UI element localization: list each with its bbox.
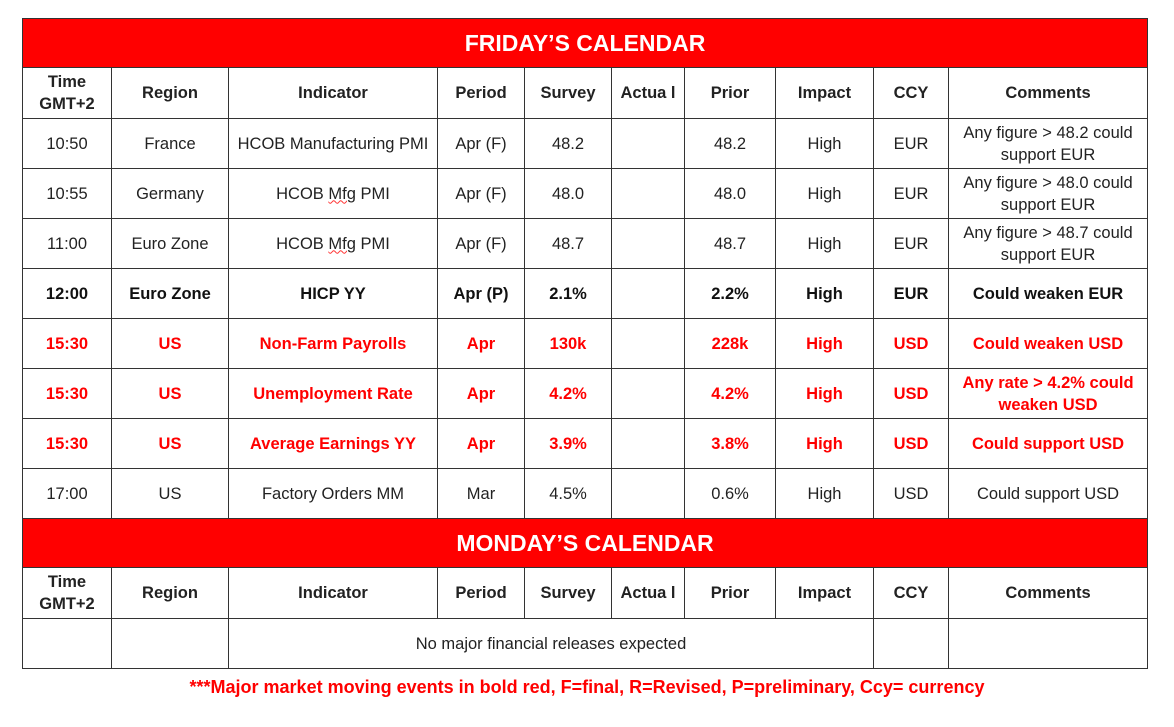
cell-impact: High bbox=[776, 419, 874, 469]
header-period: Period bbox=[438, 568, 525, 619]
cell-indicator: HICP YY bbox=[229, 269, 438, 319]
cell-indicator: HCOB Mfg PMI bbox=[229, 219, 438, 269]
table-row bbox=[23, 119, 1148, 169]
header-impact: Impact bbox=[776, 568, 874, 619]
cell-indicator: HCOB Manufacturing PMI bbox=[229, 119, 438, 169]
table-row bbox=[23, 219, 1148, 269]
cell-ccy: USD bbox=[874, 419, 949, 469]
cell-period: Apr (F) bbox=[438, 119, 525, 169]
cell-survey: 48.2 bbox=[525, 119, 612, 169]
header-time: Time GMT+2 bbox=[23, 568, 112, 619]
cell-prior: 48.0 bbox=[685, 169, 776, 219]
cell-actual bbox=[612, 319, 685, 369]
header-actual: Actua l bbox=[612, 568, 685, 619]
spellcheck-word: Mfg bbox=[328, 184, 356, 203]
cell-ccy: USD bbox=[874, 469, 949, 519]
friday-calendar-title: FRIDAY’S CALENDAR bbox=[23, 19, 1148, 68]
spellcheck-word: Mfg bbox=[328, 234, 356, 253]
friday-header-row bbox=[23, 68, 1148, 119]
cell-prior: 3.8% bbox=[685, 419, 776, 469]
monday-header-row bbox=[23, 568, 1148, 619]
cell-indicator: Average Earnings YY bbox=[229, 419, 438, 469]
cell-time: 17:00 bbox=[23, 469, 112, 519]
cell-ccy: EUR bbox=[874, 169, 949, 219]
header-region: Region bbox=[112, 568, 229, 619]
header-prior: Prior bbox=[685, 568, 776, 619]
cell-survey: 4.2% bbox=[525, 369, 612, 419]
cell-period: Apr bbox=[438, 419, 525, 469]
cell-indicator: HCOB Mfg PMI bbox=[229, 169, 438, 219]
cell-comments: Could support USD bbox=[949, 469, 1148, 519]
cell-region: US bbox=[112, 469, 229, 519]
cell-prior: 4.2% bbox=[685, 369, 776, 419]
no-releases-message: No major financial releases expected bbox=[229, 619, 874, 669]
table-row bbox=[23, 169, 1148, 219]
cell-impact: High bbox=[776, 169, 874, 219]
cell-period: Apr bbox=[438, 369, 525, 419]
cell-region: France bbox=[112, 119, 229, 169]
cell-time: 15:30 bbox=[23, 319, 112, 369]
cell-prior: 0.6% bbox=[685, 469, 776, 519]
cell-survey: 48.0 bbox=[525, 169, 612, 219]
cell-time: 11:00 bbox=[23, 219, 112, 269]
header-comments: Comments bbox=[949, 68, 1148, 119]
cell-prior: 2.2% bbox=[685, 269, 776, 319]
cell-region: Euro Zone bbox=[112, 219, 229, 269]
cell-comments: Any figure > 48.2 could support EUR bbox=[949, 119, 1148, 169]
cell-comments: Any figure > 48.0 could support EUR bbox=[949, 169, 1148, 219]
cell-indicator: Unemployment Rate bbox=[229, 369, 438, 419]
cell-actual bbox=[612, 419, 685, 469]
cell-ccy bbox=[874, 619, 949, 669]
cell-impact: High bbox=[776, 469, 874, 519]
table-row bbox=[23, 269, 1148, 319]
header-ccy: CCY bbox=[874, 68, 949, 119]
cell-period: Apr (F) bbox=[438, 219, 525, 269]
cell-actual bbox=[612, 119, 685, 169]
header-period: Period bbox=[438, 68, 525, 119]
cell-survey: 4.5% bbox=[525, 469, 612, 519]
cell-impact: High bbox=[776, 119, 874, 169]
cell-ccy: USD bbox=[874, 369, 949, 419]
cell-ccy: EUR bbox=[874, 119, 949, 169]
header-ccy: CCY bbox=[874, 568, 949, 619]
cell-indicator: Factory Orders MM bbox=[229, 469, 438, 519]
cell-ccy: EUR bbox=[874, 269, 949, 319]
header-comments: Comments bbox=[949, 568, 1148, 619]
cell-time: 15:30 bbox=[23, 419, 112, 469]
cell-time: 15:30 bbox=[23, 369, 112, 419]
cell-period: Apr (F) bbox=[438, 169, 525, 219]
cell-survey: 3.9% bbox=[525, 419, 612, 469]
cell-ccy: USD bbox=[874, 319, 949, 369]
cell-time: 10:50 bbox=[23, 119, 112, 169]
cell-region: Euro Zone bbox=[112, 269, 229, 319]
cell-comments: Any figure > 48.7 could support EUR bbox=[949, 219, 1148, 269]
cell-time bbox=[23, 619, 112, 669]
cell-survey: 2.1% bbox=[525, 269, 612, 319]
footnote: ***Major market moving events in bold red, F=final, R=Revised, P=preliminary, Ccy= currency bbox=[189, 677, 985, 697]
table-row bbox=[23, 419, 1148, 469]
cell-actual bbox=[612, 219, 685, 269]
cell-time: 12:00 bbox=[23, 269, 112, 319]
cell-region: US bbox=[112, 319, 229, 369]
header-time: Time GMT+2 bbox=[23, 68, 112, 119]
cell-region bbox=[112, 619, 229, 669]
cell-prior: 228k bbox=[685, 319, 776, 369]
monday-calendar-title: MONDAY’S CALENDAR bbox=[23, 519, 1148, 568]
cell-impact: High bbox=[776, 369, 874, 419]
cell-impact: High bbox=[776, 269, 874, 319]
cell-time: 10:55 bbox=[23, 169, 112, 219]
cell-prior: 48.7 bbox=[685, 219, 776, 269]
cell-indicator: Non-Farm Payrolls bbox=[229, 319, 438, 369]
table-row bbox=[23, 469, 1148, 519]
cell-actual bbox=[612, 369, 685, 419]
header-survey: Survey bbox=[525, 68, 612, 119]
cell-ccy: EUR bbox=[874, 219, 949, 269]
cell-comments: Could support USD bbox=[949, 419, 1148, 469]
monday-empty-row bbox=[23, 619, 1148, 669]
cell-region: Germany bbox=[112, 169, 229, 219]
cell-comments: Could weaken USD bbox=[949, 319, 1148, 369]
calendar-document bbox=[22, 18, 1147, 669]
cell-impact: High bbox=[776, 219, 874, 269]
header-region: Region bbox=[112, 68, 229, 119]
cell-comments: Any rate > 4.2% could weaken USD bbox=[949, 369, 1148, 419]
header-prior: Prior bbox=[685, 68, 776, 119]
cell-actual bbox=[612, 469, 685, 519]
cell-region: US bbox=[112, 419, 229, 469]
cell-actual bbox=[612, 169, 685, 219]
cell-actual bbox=[612, 269, 685, 319]
header-impact: Impact bbox=[776, 68, 874, 119]
cell-period: Apr (P) bbox=[438, 269, 525, 319]
header-actual: Actua l bbox=[612, 68, 685, 119]
cell-period: Mar bbox=[438, 469, 525, 519]
table-row bbox=[23, 319, 1148, 369]
header-indicator: Indicator bbox=[229, 568, 438, 619]
cell-survey: 130k bbox=[525, 319, 612, 369]
economic-calendar-table bbox=[22, 18, 1148, 669]
cell-region: US bbox=[112, 369, 229, 419]
cell-survey: 48.7 bbox=[525, 219, 612, 269]
cell-prior: 48.2 bbox=[685, 119, 776, 169]
header-survey: Survey bbox=[525, 568, 612, 619]
table-row bbox=[23, 369, 1148, 419]
cell-impact: High bbox=[776, 319, 874, 369]
cell-comments bbox=[949, 619, 1148, 669]
header-indicator: Indicator bbox=[229, 68, 438, 119]
cell-comments: Could weaken EUR bbox=[949, 269, 1148, 319]
cell-period: Apr bbox=[438, 319, 525, 369]
